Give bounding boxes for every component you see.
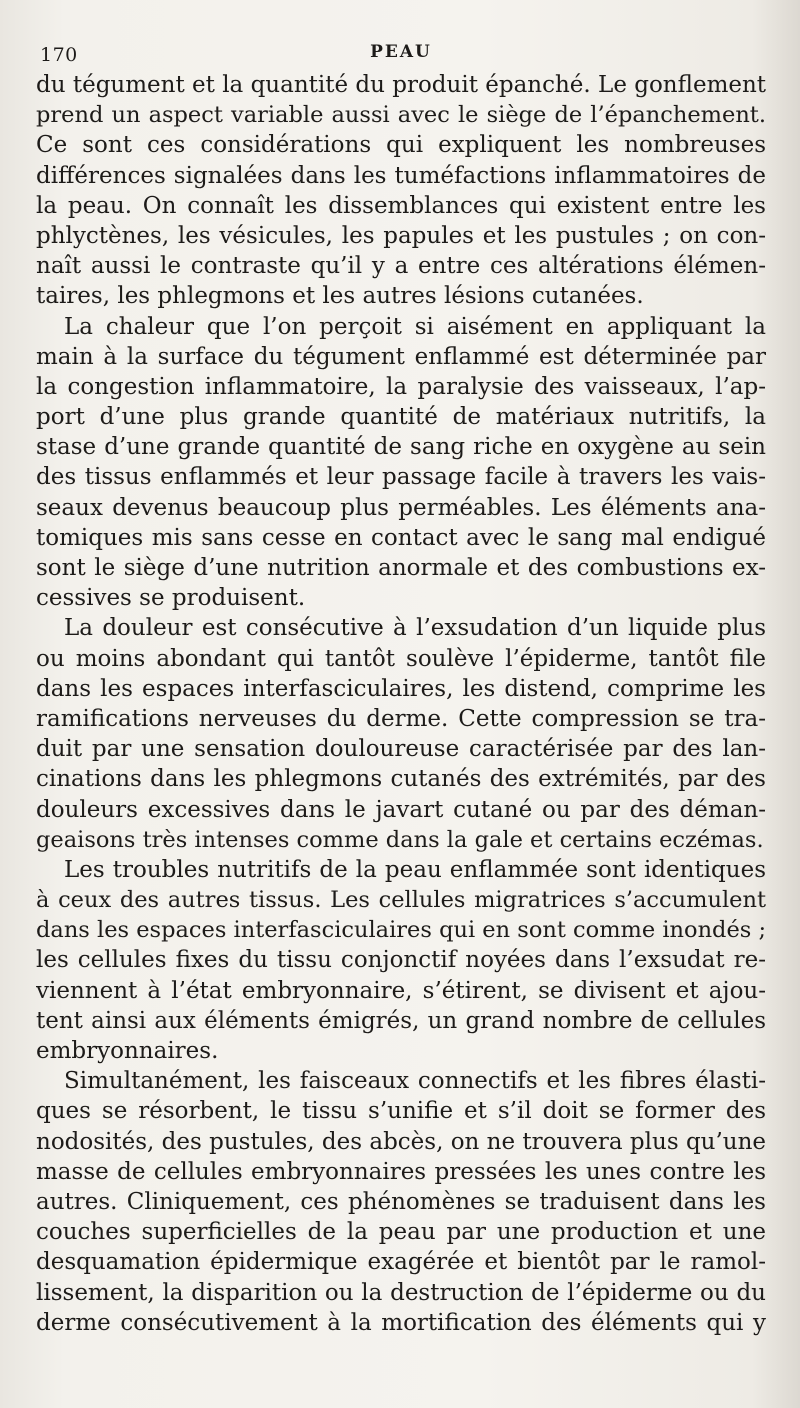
text-line: autres. Cliniquement, ces phénomènes se traduisent dans les: [36, 1188, 766, 1215]
text-line: dans les espaces interfasciculaires qui en sont comme inondés ;: [36, 917, 766, 944]
text-line: différences signalées dans les tuméfactions inflammatoires de: [36, 162, 766, 189]
text-line: les cellules fixes du tissu conjonctif noyées dans l’exsudat re-: [36, 947, 766, 974]
text-line: sont le siège d’une nutrition anormale et des combustions ex-: [36, 555, 766, 581]
text-line: Les troubles nutritifs de la peau enflammée sont identiques: [64, 856, 766, 883]
text-line: lissement, la disparition ou la destruction de l’épiderme ou du: [36, 1279, 766, 1306]
text-line: nodosités, des pustules, des abcès, on ne trouvera plus qu’une: [36, 1128, 766, 1155]
text-line: viennent à l’état embryonnaire, s’étirent, se divisent et ajou-: [36, 977, 766, 1004]
text-line: tent ainsi aux éléments émigrés, un grand nombre de cellules: [36, 1007, 766, 1034]
text-line: la peau. On connaît les dissemblances qui existent entre les: [36, 192, 766, 219]
text-line: ramifications nerveuses du derme. Cette compression se tra-: [36, 705, 766, 732]
text-line: naît aussi le contraste qu’il y a entre ces altérations élémen-: [36, 253, 766, 280]
text-line: La douleur est consécutive à l’exsudation d’un liquide plus: [64, 615, 766, 642]
text-line: tomiques mis sans cesse en contact avec le sang mal endigué: [36, 524, 766, 551]
text-line: couches superficielles de la peau par une production et une: [36, 1219, 766, 1246]
text-line: ou moins abondant qui tantôt soulève l’épiderme, tantôt file: [36, 645, 766, 672]
text-line: desquamation épidermique exagérée et bientôt par le ramol-: [36, 1249, 766, 1276]
text-line: à ceux des autres tissus. Les cellules migratrices s’accumulent: [36, 887, 766, 914]
running-title: PEAU: [370, 42, 432, 62]
text-line: cessives se produisent.: [36, 585, 306, 612]
text-line: stase d’une grande quantité de sang riche en oxygène au sein: [36, 434, 766, 461]
text-line: embryonnaires.: [36, 1038, 219, 1064]
page-number: 170: [40, 44, 78, 66]
text-line: prend un aspect variable aussi avec le siège de l’épanchement.: [36, 102, 766, 129]
text-line: ques se résorbent, le tissu s’unifie et s’il doit se former des: [36, 1098, 766, 1125]
text-line: port d’une plus grande quantité de matériaux nutritifs, la: [36, 404, 766, 431]
text-line: derme consécutivement à la mortification des éléments qui y: [36, 1309, 766, 1336]
text-line: duit par une sensation douloureuse caractérisée par des lan-: [36, 736, 766, 763]
text-line: La chaleur que l’on perçoit si aisément en appliquant la: [64, 313, 766, 340]
text-line: dans les espaces interfasciculaires, les distend, comprime les: [36, 675, 766, 702]
text-line: main à la surface du tégument enflammé est déterminée par: [36, 343, 766, 370]
text-line: des tissus enflammés et leur passage facile à travers les vais-: [36, 464, 766, 491]
text-line: la congestion inflammatoire, la paralysie des vaisseaux, l’ap-: [36, 373, 766, 400]
text-line: taires, les phlegmons et les autres lésions cutanées.: [36, 283, 644, 310]
text-line: phlyctènes, les vésicules, les papules et les pustules ; on con-: [36, 222, 766, 249]
text-line: seaux devenus beaucoup plus perméables. Les éléments ana-: [36, 494, 766, 521]
text-line: Simultanément, les faisceaux connectifs et les fibres élasti-: [64, 1068, 766, 1095]
text-line: Ce sont ces considérations qui expliquent les nombreuses: [36, 132, 766, 159]
text-line: masse de cellules embryonnaires pressées les unes contre les: [36, 1158, 766, 1185]
running-head: [36, 36, 766, 70]
text-line: cinations dans les phlegmons cutanés des extrémités, par des: [36, 766, 766, 793]
text-line: douleurs excessives dans le javart cutané ou par des déman-: [36, 796, 766, 823]
text-line: geaisons très intenses comme dans la gale et certains eczémas.: [36, 826, 764, 853]
text-line: du tégument et la quantité du produit épanché. Le gonflement: [36, 72, 766, 98]
body-text: [36, 70, 766, 1338]
